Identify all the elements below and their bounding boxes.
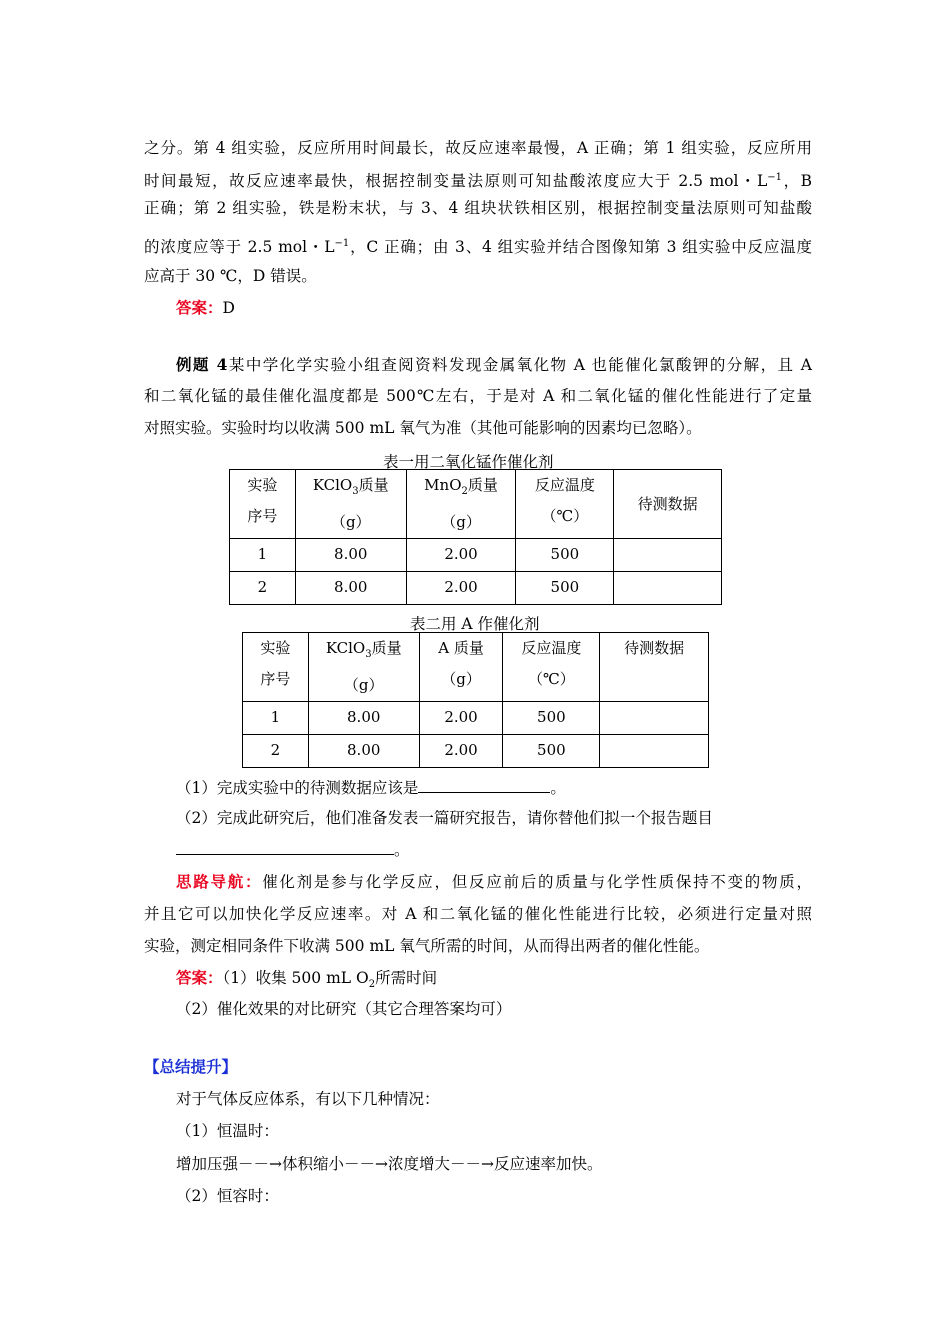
answer2-line2: （2）催化效果的对比研究（其它合理答案均可） xyxy=(176,1000,512,1018)
table-cell: 2.00 xyxy=(406,539,516,572)
para1-line5: 应高于 30 ℃，D 错误。 xyxy=(144,267,317,285)
table-cell: 8.00 xyxy=(308,735,419,768)
guide-label: 思路导航： xyxy=(176,872,263,891)
answer-label: 答案： xyxy=(176,968,223,987)
answer-label: 答案： xyxy=(176,298,223,317)
table-cell: 1 xyxy=(230,539,296,572)
answer-blank-2 xyxy=(176,840,394,855)
table1-header-row xyxy=(230,470,722,539)
summary-line2: （1）恒温时： xyxy=(176,1122,279,1140)
table1 xyxy=(229,469,722,605)
table2 xyxy=(242,632,709,768)
question-1 xyxy=(176,778,844,798)
header-cell: 反应温度 （℃） xyxy=(516,470,614,539)
table1-caption: 表一用二氧化锰作催化剂 xyxy=(383,453,554,471)
subscript: 2 xyxy=(368,979,376,991)
answer1 xyxy=(176,298,844,318)
answer-value: D xyxy=(222,299,235,317)
table2-caption: 表二用 A 作催化剂 xyxy=(410,615,540,633)
example4-line1 xyxy=(176,355,812,375)
summary-line1: 对于气体反应体系，有以下几种情况： xyxy=(176,1090,440,1108)
para1-line4 xyxy=(144,234,812,257)
para1-line4-text: 的浓度应等于 2.5 mol・L xyxy=(144,238,335,257)
answer-blank-1 xyxy=(418,778,550,793)
question-1-text: （1）完成实验中的待测数据应该是 xyxy=(176,779,419,797)
table-cell xyxy=(600,735,709,768)
summary-line3: 增加压强－－→体积缩小－－→浓度增大－－→反应速率加快。 xyxy=(176,1155,603,1173)
table-cell: 2 xyxy=(243,735,309,768)
example4-line2: 和二氧化锰的最佳催化温度都是 500℃左右，于是对 A 和二氧化锰的催化性能进行了定量 xyxy=(144,387,812,405)
table-cell: 8.00 xyxy=(308,702,419,735)
table-cell: 500 xyxy=(516,539,614,572)
table-cell: 2.00 xyxy=(406,572,516,605)
table-row xyxy=(230,539,722,572)
table-cell xyxy=(600,702,709,735)
table-cell: 2.00 xyxy=(419,702,503,735)
example4-text: 某中学化学实验小组查阅资料发现金属氧化物 A 也能催化氯酸钾的分解，且 A xyxy=(227,356,812,374)
para1-line2-end: ，B xyxy=(782,172,812,191)
question-1-end: 。 xyxy=(550,779,566,797)
header-cell: 实验 序号 xyxy=(230,470,296,539)
header-cell: 待测数据 xyxy=(614,470,722,539)
answer2-a1: （1）收集 500 mL O xyxy=(222,969,369,987)
header-cell: KClO$_3$质量 （g） xyxy=(295,470,406,539)
table-cell: 8.00 xyxy=(295,539,406,572)
para1-line1: 之分。第 4 组实验，反应所用时间最长，故反应速率最慢，A 正确；第 1 组实验，反应所用 xyxy=(144,139,812,157)
guide-line2: 并且它可以加快化学反应速率。对 A 和二氧化锰的催化性能进行比较，必须进行定量对照 xyxy=(144,905,812,923)
table-cell: 500 xyxy=(503,702,600,735)
header-cell: MnO$_2$质量 （g） xyxy=(406,470,516,539)
table-cell: 2 xyxy=(230,572,296,605)
para1-line2-text: 时间最短，故反应速率最快，根据控制变量法原则可知盐酸浓度应大于 2.5 mol・L xyxy=(144,172,768,191)
table-cell: 1 xyxy=(243,702,309,735)
para1-line2 xyxy=(144,168,812,191)
guide-line3: 实验，测定相同条件下收满 500 mL 氧气所需的时间，从而得出两者的催化性能。 xyxy=(144,937,710,955)
example4-line3: 对照实验。实验时均以收满 500 mL 氧气为准（其他可能影响的因素均已忽略）。 xyxy=(144,419,702,437)
question-2-blank-line xyxy=(176,840,844,860)
table2-header-row xyxy=(243,633,709,702)
question-2: （2）完成此研究后，他们准备发表一篇研究报告，请你替他们拟一个报告题目 xyxy=(176,809,713,827)
example-label: 例题 4 xyxy=(176,355,228,374)
guide-text: 催化剂是参与化学反应，但反应前后的质量与化学性质保持不变的物质， xyxy=(262,873,812,891)
header-cell: A 质量 （g） xyxy=(419,633,503,702)
answer2-a1-end: 所需时间 xyxy=(375,969,438,987)
table-cell xyxy=(614,572,722,605)
answer2-line1 xyxy=(176,968,844,995)
table-cell: 500 xyxy=(516,572,614,605)
table-row xyxy=(243,702,709,735)
superscript: −1 xyxy=(767,172,783,183)
table-cell xyxy=(614,539,722,572)
guide-line1 xyxy=(176,872,812,892)
table-cell: 2.00 xyxy=(419,735,503,768)
header-cell: 待测数据 xyxy=(600,633,709,702)
header-cell: 实验 序号 xyxy=(243,633,309,702)
summary-title: 【总结提升】 xyxy=(144,1057,238,1076)
header-cell: KClO$_3$质量 （g） xyxy=(308,633,419,702)
summary-line4: （2）恒容时： xyxy=(176,1187,279,1205)
question-2-end: 。 xyxy=(394,841,410,859)
table-cell: 500 xyxy=(503,735,600,768)
para1-line4-end: ，C 正确；由 3、4 组实验并结合图像知第 3 组实验中反应温度 xyxy=(349,238,812,257)
table-row xyxy=(243,735,709,768)
superscript: −1 xyxy=(334,238,350,249)
table-cell: 8.00 xyxy=(295,572,406,605)
table-row xyxy=(230,572,722,605)
para1-line3: 正确；第 2 组实验，铁是粉末状，与 3、4 组块状铁相区别，根据控制变量法原则可知盐酸 xyxy=(144,199,812,217)
header-cell: 反应温度 （℃） xyxy=(503,633,600,702)
